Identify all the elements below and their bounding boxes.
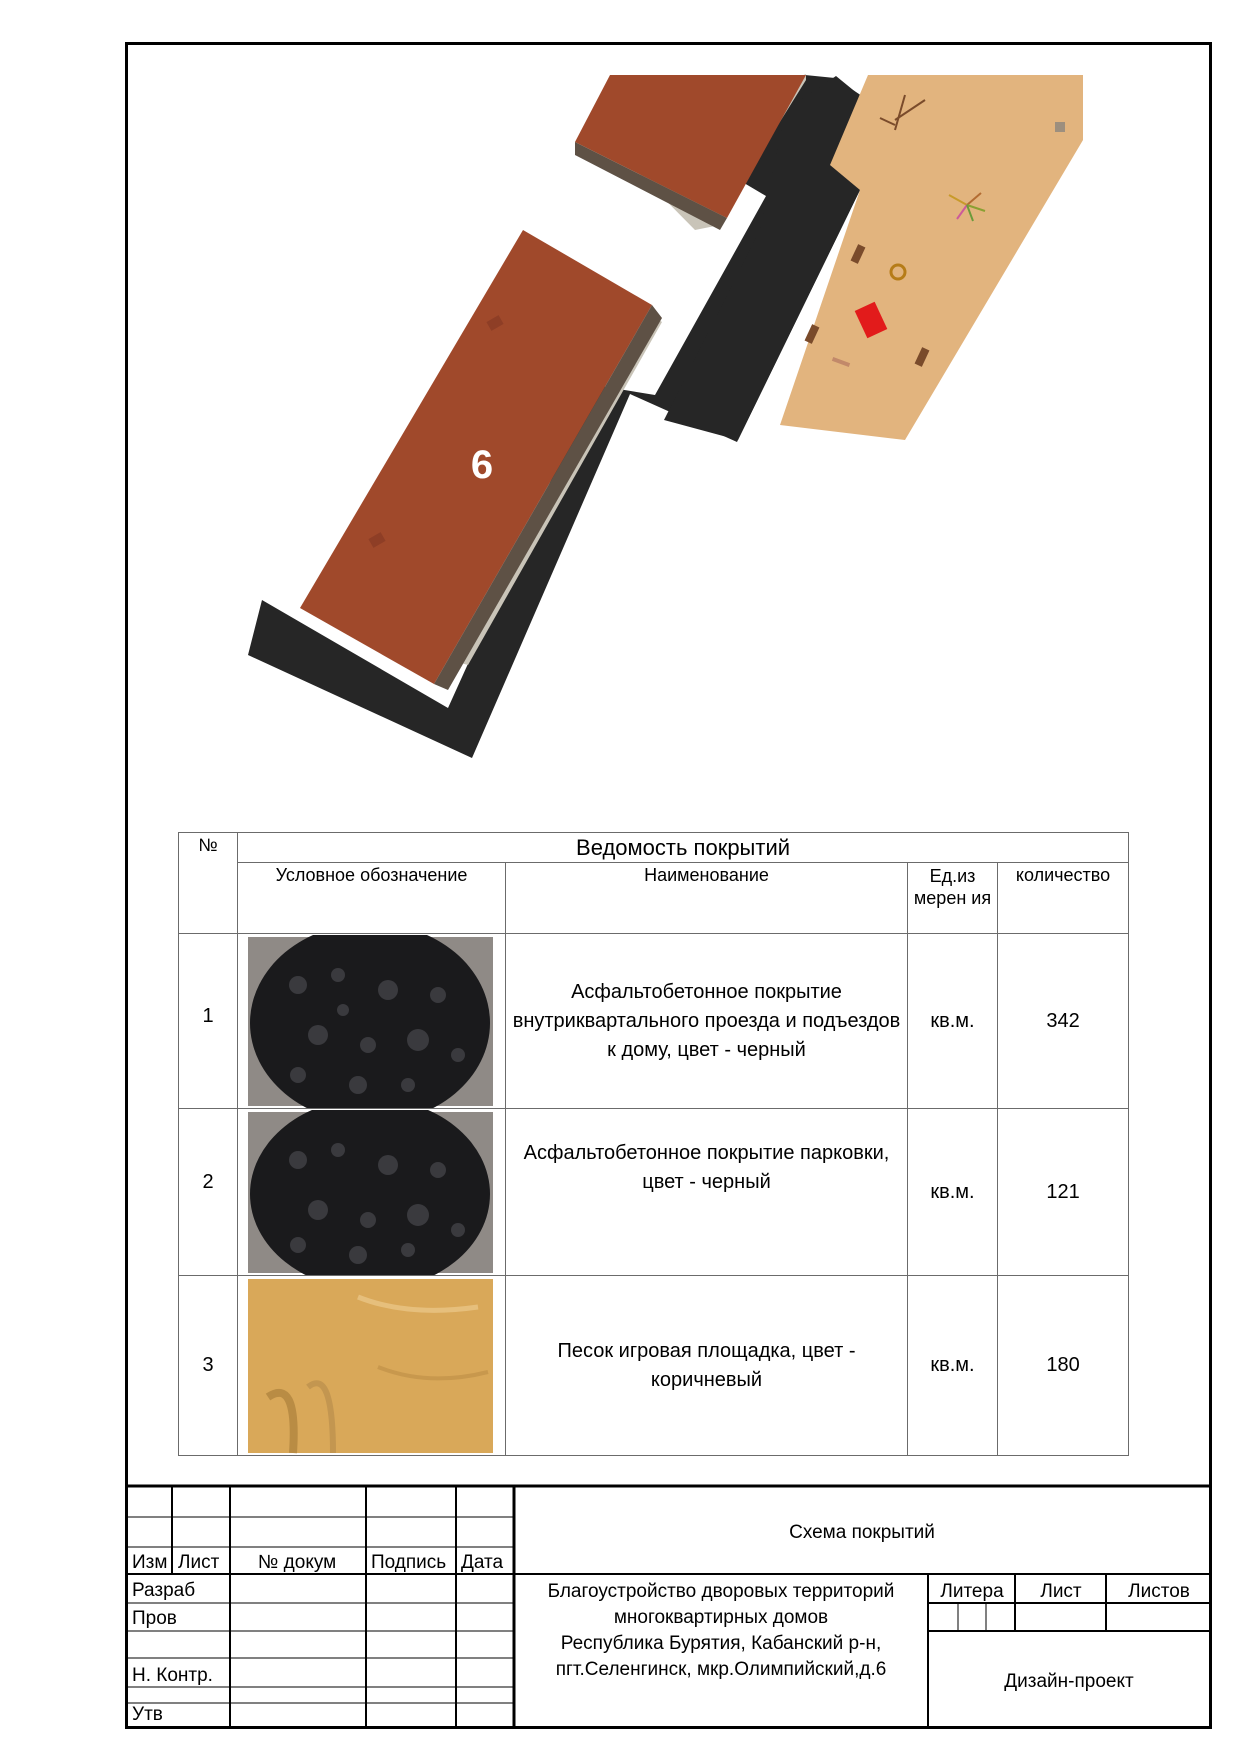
project-line-3: Республика Бурятия, Кабанский р-н, xyxy=(560,1633,882,1654)
col-quantity-header: количество xyxy=(998,863,1129,934)
row-quantity: 180 xyxy=(998,1276,1129,1456)
header-izm: Изм xyxy=(132,1552,168,1573)
drawing-title: Схема покрытий xyxy=(789,1522,935,1543)
row-unit: кв.м. xyxy=(908,1276,998,1456)
stage-header-litera: Литера xyxy=(940,1581,1004,1602)
role-n-kontr: Н. Контр. xyxy=(132,1665,213,1686)
stage-header-listov: Листов xyxy=(1128,1581,1190,1602)
stage-header-list: Лист xyxy=(1040,1581,1082,1602)
row-quantity: 342 xyxy=(998,934,1129,1109)
building-number: 6 xyxy=(470,443,494,487)
row-number: 2 xyxy=(179,1109,238,1276)
header-doc-no: № докум xyxy=(258,1552,337,1573)
row-name: Асфальтобетонное покрытие парковки, цвет - черный xyxy=(506,1109,908,1276)
project-line-1: Благоустройство дворовых территорий xyxy=(547,1581,895,1602)
project-line-4: пгт.Селенгинск, мкр.Олимпийский,д.6 xyxy=(555,1659,887,1680)
table-title: Ведомость покрытий xyxy=(238,833,1129,863)
header-list: Лист xyxy=(178,1552,220,1573)
row-number: 1 xyxy=(179,934,238,1109)
role-utv: Утв xyxy=(132,1704,163,1725)
stage-value: Дизайн-проект xyxy=(1004,1671,1134,1692)
header-signature: Подпись xyxy=(371,1552,447,1573)
row-number: 3 xyxy=(179,1276,238,1456)
row-name: Асфальтобетонное покрытие внутриквартального проезда и подъездов к дому, цвет - черный xyxy=(506,934,908,1109)
row-quantity: 121 xyxy=(998,1109,1129,1276)
col-name-header: Наименование xyxy=(506,863,908,934)
header-date: Дата xyxy=(461,1552,504,1573)
role-razrab: Разраб xyxy=(132,1580,196,1601)
project-line-2: многоквартирных домов xyxy=(613,1607,829,1628)
col-symbol-header: Условное обозначение xyxy=(238,863,506,934)
col-unit-header: Ед.из мерен ия xyxy=(908,863,998,934)
col-number-header: № xyxy=(179,833,238,934)
row-name: Песок игровая площадка, цвет - коричневый xyxy=(506,1276,908,1456)
row-unit: кв.м. xyxy=(908,1109,998,1276)
role-prov: Пров xyxy=(132,1608,177,1629)
row-unit: кв.м. xyxy=(908,934,998,1109)
